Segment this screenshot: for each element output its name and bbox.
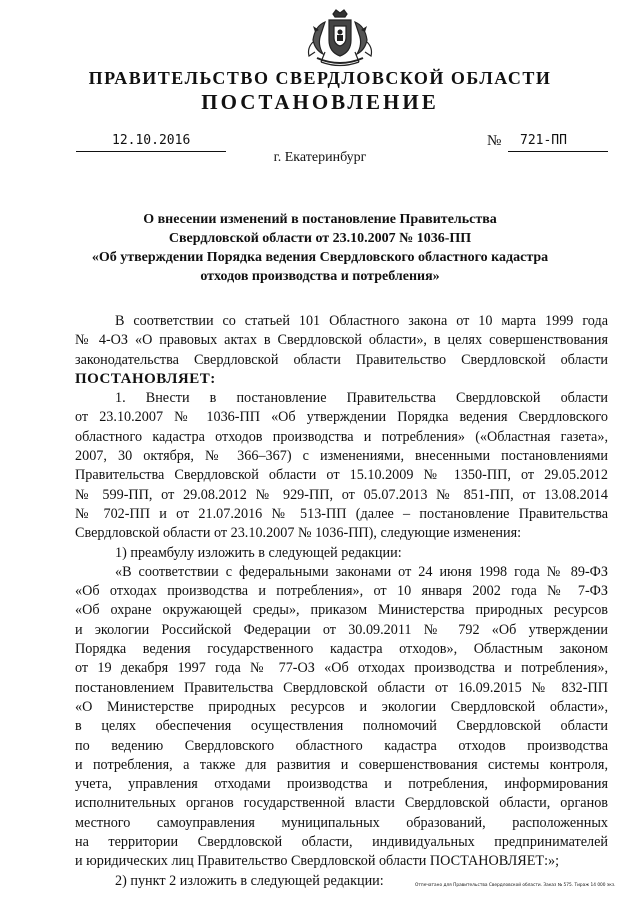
heading-line: «Об утверждении Порядка ведения Свердловского областного кадастра: [91, 250, 549, 265]
body-line: и экологии Российской Федерации от 30.09.2011 № 792 «Об утверждении: [75, 621, 608, 638]
coat-of-arms-emblem: [299, 8, 381, 70]
resolves-word: ПОСТАНОВЛЯЕТ:: [75, 370, 216, 387]
heading-line: отходов производства и потребления»: [200, 269, 440, 284]
body-line: на территории Свердловской области, индивидуальных предпринимателей: [75, 834, 608, 851]
heading-line: О внесении изменений в постановление Правительства: [143, 212, 497, 227]
body-line: «О Министерстве природных ресурсов и экологии Свердловской области»,: [75, 698, 608, 715]
resolution-body: [75, 312, 608, 891]
government-name: ПРАВИТЕЛЬСТВО СВЕРДЛОВСКОЙ ОБЛАСТИ: [88, 68, 552, 88]
body-line: Свердловской области от 23.10.2007 № 1036-ПП), следующие изменения:: [75, 525, 522, 542]
body-line: областного кадастра отходов производства и потребления» («Областная газета»,: [75, 428, 608, 445]
document-type-title: ПОСТАНОВЛЕНИЕ: [201, 90, 439, 114]
city-name: г. Екатеринбург: [273, 150, 367, 165]
body-line: 2007, 30 октября, № 366–367) с изменениями, внесенными постановлениями: [75, 448, 608, 465]
body-line: 1) преамбулу изложить в следующей редакции:: [115, 544, 402, 561]
number-label: №: [487, 133, 502, 149]
body-line: Порядка ведения государственного кадастра отходов», Областным законом: [75, 641, 608, 658]
body-line: и юридических лиц Правительство Свердловской области ПОСТАНОВЛЯЕТ:»;: [75, 853, 560, 870]
body-line: постановлением Правительства Свердловской области от 16.09.2015 № 832-ПП: [75, 679, 608, 696]
body-line: Правительства Свердловской области от 15.10.2009 № 1350-ПП, от 29.05.2012: [75, 467, 608, 484]
body-line: в целях обеспечения осуществления полномочий Свердловской области: [75, 718, 608, 735]
body-line: местного самоуправления муниципальных образований, расположенных: [75, 814, 608, 831]
body-line: «В соответствии с федеральными законами от 24 июня 1998 года № 89-ФЗ: [115, 563, 608, 580]
heading-line: Свердловской области от 23.10.2007 № 1036-ПП: [168, 231, 472, 246]
body-line: В соответствии со статьей 101 Областного закона от 10 марта 1999 года: [115, 313, 608, 329]
body-line: по ведению Свердловского областного кадастра отходов производства: [75, 737, 608, 754]
body-line: «Об отходах производства и потребления», от 10 января 2002 года № 7-ФЗ: [75, 583, 608, 600]
body-line: исполнительных органов государственной власти Свердловской области, органов: [75, 795, 608, 812]
body-line: «Об охране окружающей среды», приказом Министерства природных ресурсов: [75, 602, 608, 619]
document-number: 721-ПП: [520, 133, 567, 148]
body-line: № 599-ПП, от 29.08.2012 № 929-ПП, от 05.07.2013 № 851-ПП, от 13.08.2014: [75, 486, 608, 503]
body-line: и потребления, а также для развития и совершенствования системы контроля,: [75, 756, 608, 773]
body-line: 2) пункт 2 изложить в следующей редакции:: [115, 872, 384, 889]
body-line: № 4-ОЗ «О правовых актах в Свердловской области», в целях совершенствования: [75, 332, 608, 349]
resolution-heading: [60, 210, 580, 286]
body-line: № 702-ПП и от 21.07.2016 № 513-ПП (далее – постановление Правительства: [75, 505, 608, 522]
body-line: 1. Внести в постановление Правительства Свердловской области: [115, 390, 608, 407]
body-line: от 23.10.2007 № 1036-ПП «Об утверждении Порядка ведения Свердловского: [75, 409, 608, 426]
body-line: учета, управления отходами производства и потребления, информирования: [75, 776, 608, 793]
body-line: законодательства Свердловской области Правительство Свердловской области: [75, 351, 608, 368]
document-date: 12.10.2016: [112, 133, 191, 148]
print-footer: Отпечатано для Правительства Свердловской области. Заказ № 575. Тираж 14 000 экз.: [415, 883, 616, 888]
body-line: от 19 декабря 1997 года № 77-ОЗ «Об отходах производства и потребления»,: [75, 660, 608, 677]
